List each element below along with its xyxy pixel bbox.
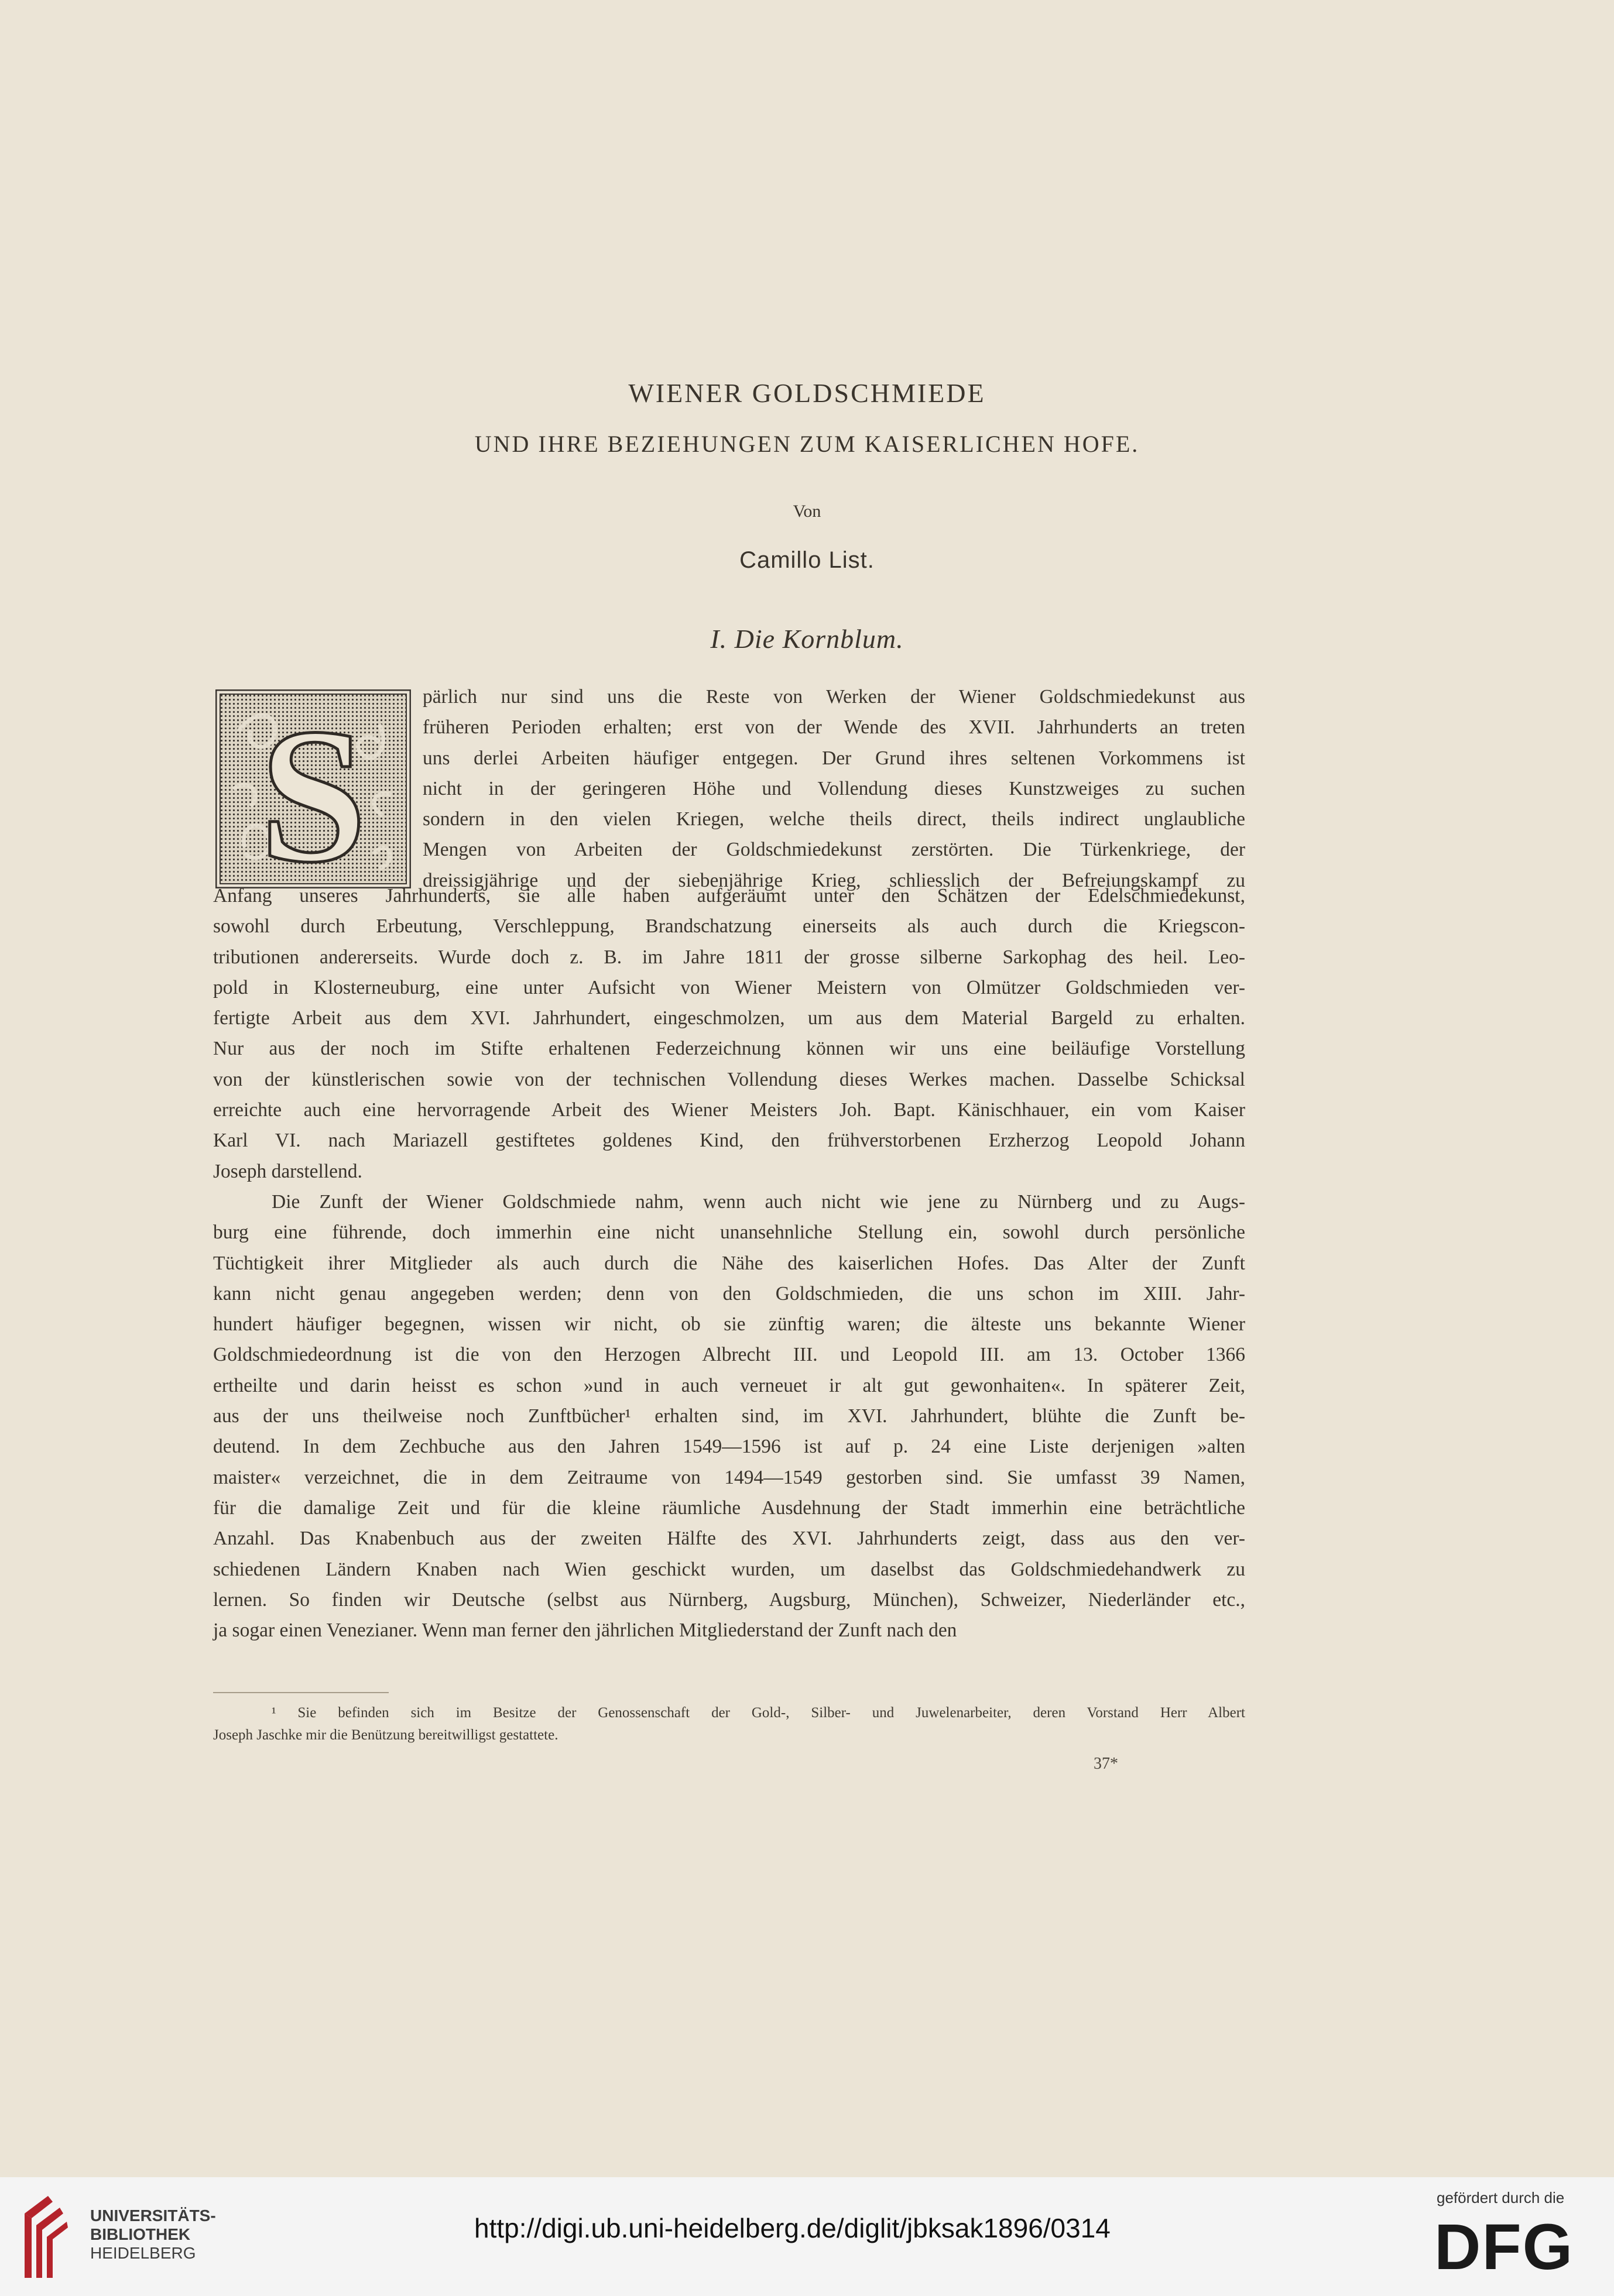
text-line: Anfang unseres Jahrhunderts, sie alle haben aufgeräumt unter den Schätzen der Edelschmiedekunst, bbox=[213, 885, 1245, 907]
text-line: maister« verzeichnet, die in dem Zeitraume von 1494—1549 gestorben sind. Sie umfasst 39 Namen, bbox=[213, 1466, 1245, 1488]
text-line: von der künstlerischen sowie von der technischen Vollendung dieses Werkes machen. Dasselbe Schicksal bbox=[213, 1068, 1245, 1090]
byline-label: Von bbox=[793, 502, 821, 521]
dfg-logo: DFG bbox=[1434, 2211, 1574, 2283]
library-name-line1: UNIVERSITÄTS- bbox=[90, 2206, 216, 2225]
section-title: I. Die Kornblum. bbox=[710, 624, 904, 654]
text-line: Mengen von Arbeiten der Goldschmiedekunst zerstörten. Die Türkenkriege, der bbox=[423, 839, 1245, 861]
text-line: burg eine führende, doch immerhin eine nicht unansehnliche Stellung ein, sowohl durch persönliche bbox=[213, 1221, 1245, 1244]
text-line: pärlich nur sind uns die Reste von Werken der Wiener Goldschmiedekunst aus bbox=[423, 686, 1245, 708]
text-line: Karl VI. nach Mariazell gestiftetes goldenes Kind, den frühverstorbenen Erzherzog Leopold Johann bbox=[213, 1130, 1245, 1152]
text-line: Tüchtigkeit ihrer Mitglieder als auch durch die Nähe des kaiserlichen Hofes. Das Alter der Zunft bbox=[213, 1252, 1245, 1274]
footnote-line: ¹ Sie befinden sich im Besitze der Genossenschaft der Gold-, Silber- und Juwelenarbeiter, deren Vorstand Herr Albert bbox=[272, 1705, 1245, 1721]
text-line: für die damalige Zeit und für die kleine räumliche Ausdehnung der Stadt immerhin eine beträchtliche bbox=[213, 1497, 1245, 1519]
library-name bbox=[90, 2206, 216, 2263]
library-name-line3: HEIDELBERG bbox=[90, 2244, 196, 2262]
text-line: sondern in den vielen Kriegen, welche theils direct, theils indirect unglaubliche bbox=[423, 808, 1245, 830]
text-line: sowohl durch Erbeutung, Verschleppung, Brandschatzung einerseits als auch durch die Kriegscon- bbox=[213, 915, 1245, 938]
sponsor-label: gefördert durch die bbox=[1437, 2189, 1565, 2206]
article-subtitle: UND IHRE BEZIEHUNGEN ZUM KAISERLICHEN HOFE. bbox=[474, 431, 1140, 457]
text-line: hundert häufiger begegnen, wissen wir nicht, ob sie zünftig waren; die älteste uns bekannte Wiener bbox=[213, 1313, 1245, 1336]
text-line: deutend. In dem Zechbuche aus den Jahren 1549—1596 ist auf p. 24 eine Liste derjenigen »alten bbox=[213, 1436, 1245, 1458]
text-line: fertigte Arbeit aus dem XVI. Jahrhundert, eingeschmolzen, um aus dem Material Bargeld zu erhalten. bbox=[213, 1007, 1245, 1029]
text-line: früheren Perioden erhalten; erst von der Wende des XVII. Jahrhunderts an treten bbox=[423, 716, 1245, 739]
text-line: tributionen andererseits. Wurde doch z. B. im Jahre 1811 der grosse silberne Sarkophag des heil. Leo- bbox=[213, 946, 1245, 968]
text-line: pold in Klosterneuburg, eine unter Aufsicht von Wiener Meistern von Olmützer Goldschmieden ver- bbox=[213, 976, 1245, 998]
text-line: kann nicht genau angegeben werden; denn von den Goldschmieden, die uns schon im XIII. Jahr- bbox=[213, 1282, 1245, 1305]
footnote-line: Joseph Jaschke mir die Benützung bereitwilligst gestattete. bbox=[213, 1727, 558, 1743]
text-line: Joseph darstellend. bbox=[213, 1160, 362, 1182]
footnote-rule bbox=[213, 1692, 389, 1693]
body-text bbox=[213, 881, 1245, 1646]
text-line: uns derlei Arbeiten häufiger entgegen. Der Grund ihres seltenen Vorkommens ist bbox=[423, 747, 1245, 769]
text-line: nicht in der geringeren Höhe und Vollendung dieses Kunstzweiges zu suchen bbox=[423, 777, 1245, 799]
text-line: Die Zunft der Wiener Goldschmiede nahm, wenn auch nicht wie jene zu Nürnberg und zu Augs- bbox=[272, 1190, 1245, 1213]
page-number: 37* bbox=[1094, 1755, 1118, 1773]
drop-initial-s-icon bbox=[215, 689, 411, 888]
text-line: dreissigjährige und der siebenjährige Krieg, schliesslich der Befreiungskampf zu bbox=[423, 869, 1245, 891]
text-line: erreichte auch eine hervorragende Arbeit des Wiener Meisters Joh. Bapt. Känischhauer, ein vom Kaiser bbox=[213, 1099, 1245, 1121]
text-line: lernen. So finden wir Deutsche (selbst aus Nürnberg, Augsburg, München), Schweizer, Niederländer etc., bbox=[213, 1588, 1245, 1611]
ub-heidelberg-logo-icon bbox=[19, 2190, 69, 2284]
author-name: Camillo List. bbox=[739, 547, 875, 573]
drop-initial-letter: S bbox=[259, 689, 367, 888]
text-line: ja sogar einen Venezianer. Wenn man ferner den jährlichen Mitgliederstand der Zunft nach den bbox=[213, 1619, 957, 1642]
text-line: ertheilte und darin heisst es schon »und in auch verneuet ir alt gut gewonhaiten«. In späterer Zeit, bbox=[213, 1374, 1245, 1396]
article-title: WIENER GOLDSCHMIEDE bbox=[628, 378, 986, 408]
text-line: Anzahl. Das Knabenbuch aus der zweiten Hälfte des XVI. Jahrhunderts zeigt, dass aus den ver- bbox=[213, 1528, 1245, 1550]
text-line: schiedenen Ländern Knaben nach Wien geschickt wurden, um daselbst das Goldschmiedehandwerk zu bbox=[213, 1558, 1245, 1580]
text-line: Nur aus der noch im Stifte erhaltenen Federzeichnung können wir uns eine beiläufige Vorstellung bbox=[213, 1038, 1245, 1060]
opening-paragraph-lines bbox=[423, 682, 1245, 896]
footnote bbox=[213, 1702, 1245, 1746]
library-name-line2: BIBLIOTHEK bbox=[90, 2225, 191, 2243]
text-line: Goldschmiedeordnung ist die von den Herzogen Albrecht III. und Leopold III. am 13. October 1366 bbox=[213, 1344, 1245, 1366]
permalink-url[interactable]: http://digi.ub.uni-heidelberg.de/diglit/jbksak1896/0314 bbox=[474, 2213, 1111, 2243]
text-line: aus der uns theilweise noch Zunftbücher¹ erhalten sind, im XVI. Jahrhundert, blühte die Zunft be- bbox=[213, 1405, 1245, 1427]
